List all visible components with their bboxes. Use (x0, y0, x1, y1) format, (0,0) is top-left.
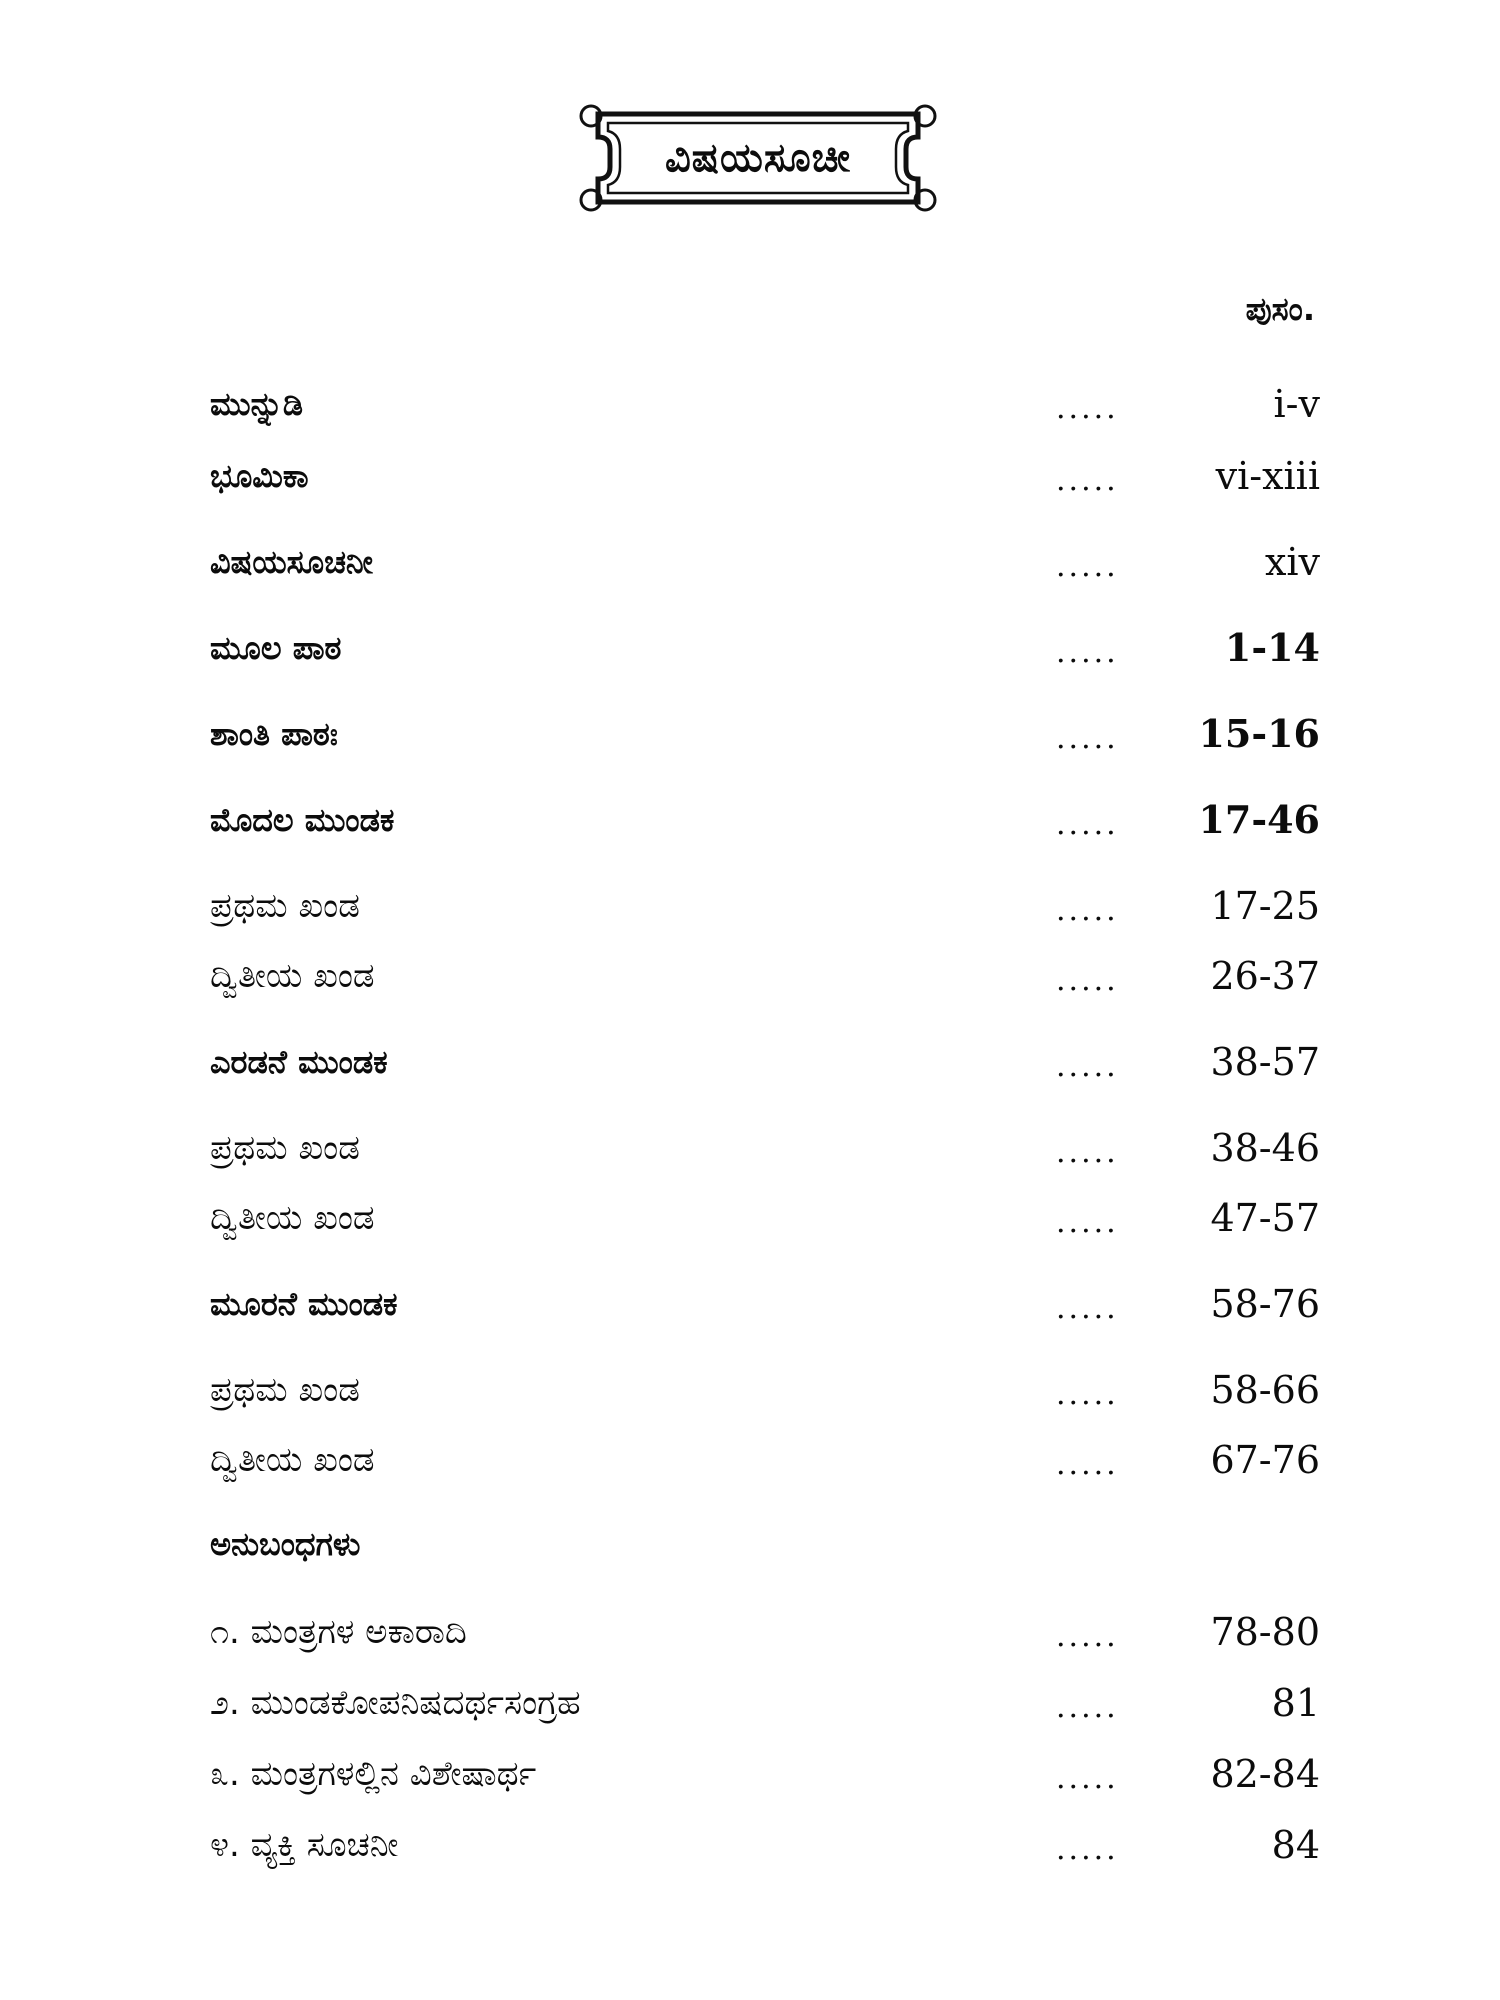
toc-leader-dots: ..... (1056, 963, 1119, 998)
toc-entry-page: 58-76 (1210, 1282, 1320, 1326)
toc-entry-page: 67-76 (1210, 1438, 1320, 1482)
toc-row (210, 1671, 1320, 1731)
toc-row (210, 944, 1320, 1004)
toc-leader-dots: ..... (1056, 1447, 1119, 1482)
toc-entry-page: 26-37 (1210, 954, 1320, 998)
toc-row (210, 372, 1320, 432)
toc-section-heading (210, 1512, 1320, 1572)
toc-leader-dots: ..... (1056, 1377, 1119, 1412)
toc-entry-page: 58-66 (1210, 1368, 1320, 1412)
toc-leader-dots: ..... (1056, 807, 1119, 842)
toc-entry-page: 78-80 (1210, 1610, 1320, 1654)
toc-row (210, 1358, 1320, 1418)
toc-entry-label: ಮೂರನೆ ಮುಂಡಕ (210, 1285, 398, 1323)
toc-entry-page: 81 (1271, 1681, 1320, 1725)
toc-row (210, 1742, 1320, 1802)
toc-entry-page: 17-25 (1210, 884, 1320, 928)
toc-entry-label: ಮುನ್ನುಡಿ (210, 385, 304, 423)
toc-leader-dots: ..... (1056, 1619, 1119, 1654)
toc-row (210, 788, 1320, 848)
toc-entry-label: ಎರಡನೆ ಮುಂಡಕ (210, 1043, 388, 1081)
toc-row (210, 1030, 1320, 1090)
toc-entry-page: 17-46 (1198, 797, 1320, 842)
toc-row (210, 1428, 1320, 1488)
toc-leader-dots: ..... (1056, 1832, 1119, 1867)
toc-leader-dots: ..... (1056, 721, 1119, 756)
toc-entry-label: ೨. ಮುಂಡಕೋಪನಿಷದರ್ಥಸಂಗ್ರಹ (210, 1683, 581, 1723)
toc-entry-page: 38-46 (1210, 1126, 1320, 1170)
toc-leader-dots: ..... (1056, 391, 1119, 426)
toc-row (210, 530, 1320, 590)
toc-entry-page: 1-14 (1224, 625, 1320, 670)
toc-entry-page: vi-xiii (1215, 454, 1320, 498)
toc-row (210, 1272, 1320, 1332)
toc-entry-label: ಮೂಲ ಪಾಠ (210, 629, 342, 667)
toc-entry-label: ಪ್ರಥಮ ಖಂಡ (210, 1370, 360, 1410)
page-number-header: ಪುಸಂ. (1245, 290, 1315, 328)
title-cartouche (578, 92, 938, 224)
toc-entry-page: xiv (1264, 540, 1320, 584)
toc-row (210, 1116, 1320, 1176)
toc-entry-label: ದ್ವಿತೀಯ ಖಂಡ (210, 1440, 375, 1480)
toc-entry-page: 38-57 (1210, 1040, 1320, 1084)
toc-entry-label: ೧. ಮಂತ್ರಗಳ ಅಕಾರಾದಿ (210, 1612, 467, 1652)
toc-row (210, 874, 1320, 934)
toc-entry-label: ಮೊದಲ ಮುಂಡಕ (210, 801, 395, 839)
toc-entry-page: 47-57 (1210, 1196, 1320, 1240)
toc-entry-label: ವಿಷಯಸೂಚನೀ (210, 543, 373, 581)
toc-leader-dots: ..... (1056, 1690, 1119, 1725)
toc-entry-label: ದ್ವಿತೀಯ ಖಂಡ (210, 956, 375, 996)
toc-entry-label: ೩. ಮಂತ್ರಗಳಲ್ಲಿನ ವಿಶೇಷಾರ್ಥ (210, 1754, 537, 1794)
toc-leader-dots: ..... (1056, 1049, 1119, 1084)
toc-entry-label: ೪. ವ್ಯಕ್ತಿ ಸೂಚನೀ (210, 1825, 399, 1865)
toc-leader-dots: ..... (1056, 635, 1119, 670)
toc-row (210, 1813, 1320, 1873)
toc-leader-dots: ..... (1056, 1761, 1119, 1796)
appendices-heading: ಅನುಬಂಧಗಳು (210, 1525, 361, 1563)
toc-entry-label: ದ್ವಿತೀಯ ಖಂಡ (210, 1198, 375, 1238)
toc-entry-page: i-v (1273, 382, 1320, 426)
toc-entry-page: 15-16 (1198, 711, 1320, 756)
toc-leader-dots: ..... (1056, 1291, 1119, 1326)
toc-leader-dots: ..... (1056, 463, 1119, 498)
toc-row (210, 616, 1320, 676)
page-title: ವಿಷಯಸೂಚೀ (665, 135, 851, 181)
toc-entry-label: ಪ್ರಥಮ ಖಂಡ (210, 1128, 360, 1168)
toc-row (210, 1600, 1320, 1660)
toc-row (210, 702, 1320, 762)
toc-leader-dots: ..... (1056, 1135, 1119, 1170)
toc-entry-page: 84 (1271, 1823, 1320, 1867)
toc-leader-dots: ..... (1056, 549, 1119, 584)
toc-leader-dots: ..... (1056, 1205, 1119, 1240)
toc-entry-label: ಶಾಂತಿ ಪಾಠಃ (210, 715, 338, 753)
toc-leader-dots: ..... (1056, 893, 1119, 928)
toc-entry-label: ಪ್ರಥಮ ಖಂಡ (210, 886, 360, 926)
toc-entry-label: ಭೂಮಿಕಾ (210, 457, 309, 495)
toc-row (210, 1186, 1320, 1246)
toc-entry-page: 82-84 (1210, 1752, 1320, 1796)
toc-row (210, 444, 1320, 504)
